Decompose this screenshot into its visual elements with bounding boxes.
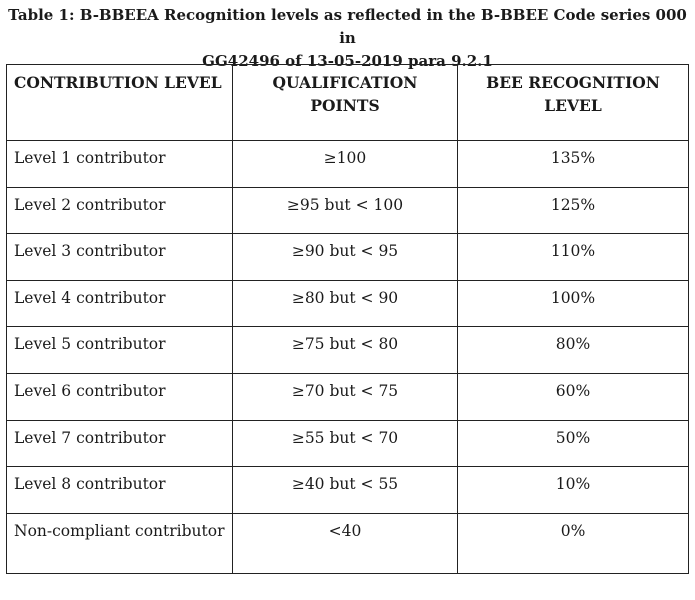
contribution-level-cell: Level 3 contributor bbox=[7, 234, 233, 281]
table-row bbox=[7, 513, 689, 573]
contribution-level-cell: Level 7 contributor bbox=[7, 420, 233, 467]
recognition-level-cell: 135% bbox=[458, 141, 689, 188]
table-row bbox=[7, 467, 689, 514]
recognition-level-cell: 0% bbox=[458, 513, 689, 573]
table-row bbox=[7, 280, 689, 327]
qualification-points-cell: ≥80 but < 90 bbox=[233, 280, 458, 327]
qualification-points-cell: ≥75 but < 80 bbox=[233, 327, 458, 374]
qualification-points-cell: ≥55 but < 70 bbox=[233, 420, 458, 467]
contribution-level-cell: Level 5 contributor bbox=[7, 327, 233, 374]
recognition-level-cell: 100% bbox=[458, 280, 689, 327]
table-row bbox=[7, 327, 689, 374]
qualification-points-cell: ≥95 but < 100 bbox=[233, 187, 458, 234]
table-caption bbox=[0, 4, 695, 73]
table-row bbox=[7, 234, 689, 281]
recognition-level-cell: 10% bbox=[458, 467, 689, 514]
qualification-points-cell: <40 bbox=[233, 513, 458, 573]
qualification-points-cell: ≥40 but < 55 bbox=[233, 467, 458, 514]
contribution-level-cell: Level 4 contributor bbox=[7, 280, 233, 327]
table-row bbox=[7, 187, 689, 234]
table-header-row bbox=[7, 65, 689, 141]
qualification-points-cell: ≥90 but < 95 bbox=[233, 234, 458, 281]
contribution-level-cell: Level 6 contributor bbox=[7, 373, 233, 420]
recognition-levels-table bbox=[6, 64, 689, 574]
table-row bbox=[7, 420, 689, 467]
table-row bbox=[7, 373, 689, 420]
contribution-level-cell: Non-compliant contributor bbox=[7, 513, 233, 573]
table-row bbox=[7, 141, 689, 188]
header-contribution-level: CONTRIBUTION LEVEL bbox=[7, 65, 233, 141]
contribution-level-cell: Level 1 contributor bbox=[7, 141, 233, 188]
recognition-level-cell: 80% bbox=[458, 327, 689, 374]
recognition-level-cell: 60% bbox=[458, 373, 689, 420]
header-qualification-points: QUALIFICATION POINTS bbox=[233, 65, 458, 141]
recognition-level-cell: 125% bbox=[458, 187, 689, 234]
recognition-level-cell: 50% bbox=[458, 420, 689, 467]
contribution-level-cell: Level 8 contributor bbox=[7, 467, 233, 514]
header-bee-recognition-level: BEE RECOGNITION LEVEL bbox=[458, 65, 689, 141]
caption-line-1: Table 1: B-BBEEA Recognition levels as reflected in the B-BBEE Code series 000 in bbox=[8, 6, 687, 47]
qualification-points-cell: ≥70 but < 75 bbox=[233, 373, 458, 420]
contribution-level-cell: Level 2 contributor bbox=[7, 187, 233, 234]
qualification-points-cell: ≥100 bbox=[233, 141, 458, 188]
recognition-level-cell: 110% bbox=[458, 234, 689, 281]
caption-line-2: GG42496 of 13-05-2019 para 9.2.1 bbox=[202, 52, 493, 70]
